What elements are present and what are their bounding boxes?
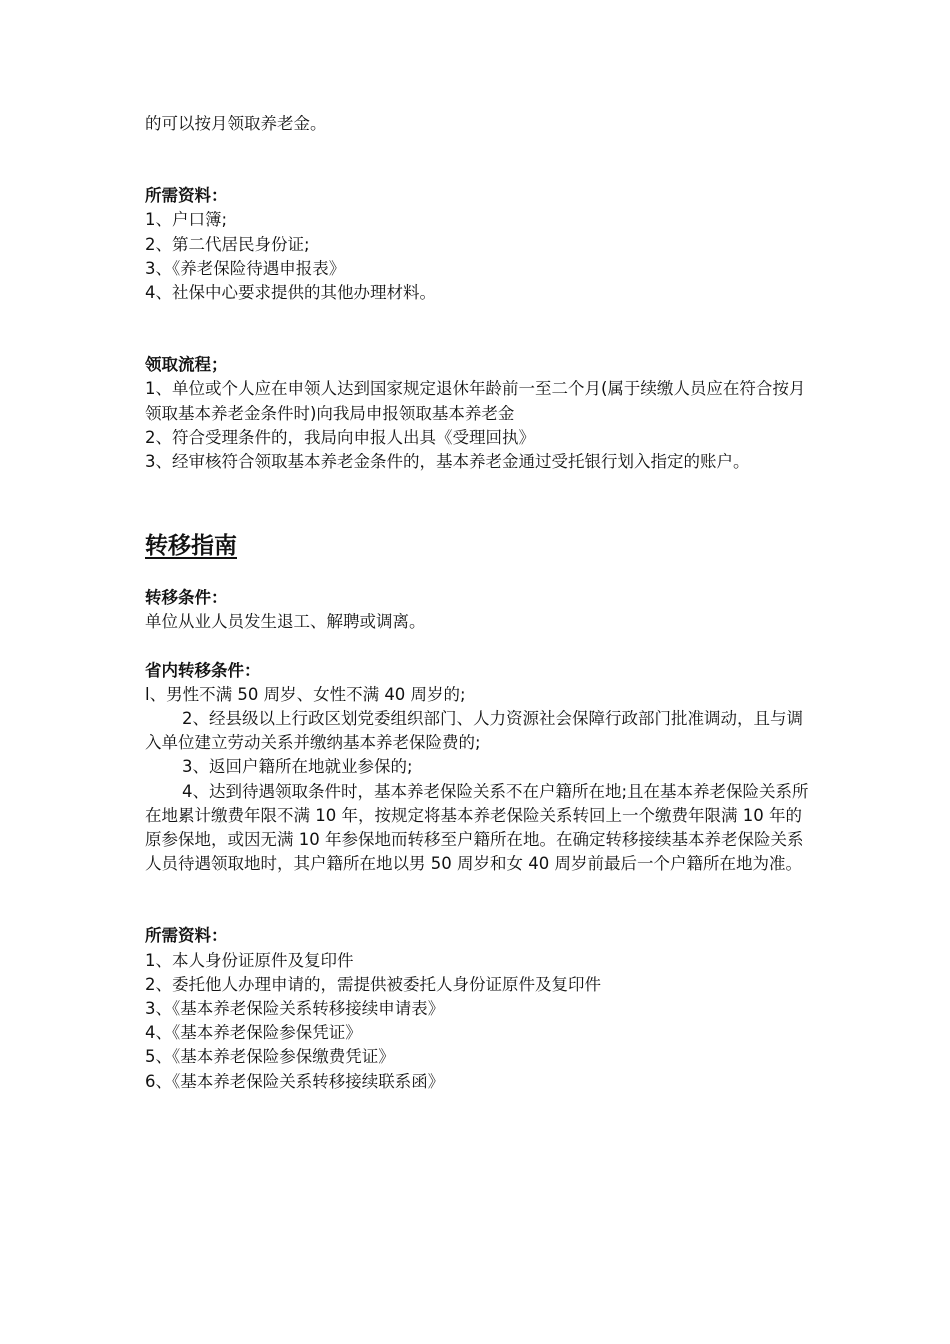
transfer-material-item: 3、《基本养老保险关系转移接续申请表》 bbox=[145, 999, 445, 1019]
claim-material-item: 2、第二代居民身份证; bbox=[145, 234, 310, 254]
claim-material-item: 1、户口簿; bbox=[145, 210, 228, 230]
claim-material-item: 4、社保中心要求提供的其他办理材料。 bbox=[145, 283, 436, 303]
transfer-conditions-title: 转移条件： bbox=[145, 588, 228, 608]
transfer-heading: 转移指南 bbox=[145, 533, 237, 560]
claim-process-item: 2、符合受理条件的，我局向申报人出具《受理回执》 bbox=[145, 427, 535, 447]
province-item: 3、返回户籍所在地就业参保的; bbox=[182, 757, 413, 777]
claim-process-item: 1、单位或个人应在申领人达到国家规定退休年龄前一至二个月(属于续缴人员应在符合按月领取基本养老金条件时)向我局申报领取基本养老金 bbox=[145, 379, 806, 423]
province-item: l、男性不满 50 周岁、女性不满 40 周岁的; bbox=[145, 684, 466, 704]
transfer-material-item: 5、《基本养老保险参保缴费凭证》 bbox=[145, 1047, 395, 1067]
claim-process-title: 领取流程； bbox=[145, 355, 228, 375]
claim-materials-title: 所需资料： bbox=[145, 186, 228, 206]
transfer-material-item: 4、《基本养老保险参保凭证》 bbox=[145, 1023, 362, 1043]
province-transfer-title: 省内转移条件： bbox=[145, 660, 261, 680]
province-item: 4、达到待遇领取条件时，基本养老保险关系不在户籍所在地;且在基本养老保险关系所在地累计缴费年限不满 10 年，按规定将基本养老保险关系转回上一个缴费年限满 10 年的原参保地，或因无满 10 年参保地而转移至户籍所在地。在确定转移接续基本养老保险关系人员待遇领取地时，其户籍所在地以男 50 周岁和女 40 周岁前最后一个户籍所在地为准。 bbox=[145, 781, 809, 874]
document-page bbox=[145, 112, 810, 1094]
claim-process-item: 3、经审核符合领取基本养老金条件的，基本养老金通过受托银行划入指定的账户。 bbox=[145, 452, 750, 472]
transfer-conditions-text: 单位从业人员发生退工、解聘或调离。 bbox=[145, 612, 426, 632]
intro-tail: 的可以按月领取养老金。 bbox=[145, 114, 327, 133]
claim-material-item: 3、《养老保险待遇申报表》 bbox=[145, 258, 346, 278]
transfer-material-item: 2、委托他人办理申请的，需提供被委托人身份证原件及复印件 bbox=[145, 974, 601, 994]
province-item: 2、经县级以上行政区划党委组织部门、人力资源社会保障行政部门批准调动，且与调入单位建立劳动关系并缴纳基本养老保险费的; bbox=[145, 709, 803, 753]
transfer-material-item: 6、《基本养老保险关系转移接续联系函》 bbox=[145, 1071, 445, 1091]
transfer-materials-title: 所需资料： bbox=[145, 926, 228, 946]
transfer-material-item: 1、本人身份证原件及复印件 bbox=[145, 950, 354, 970]
